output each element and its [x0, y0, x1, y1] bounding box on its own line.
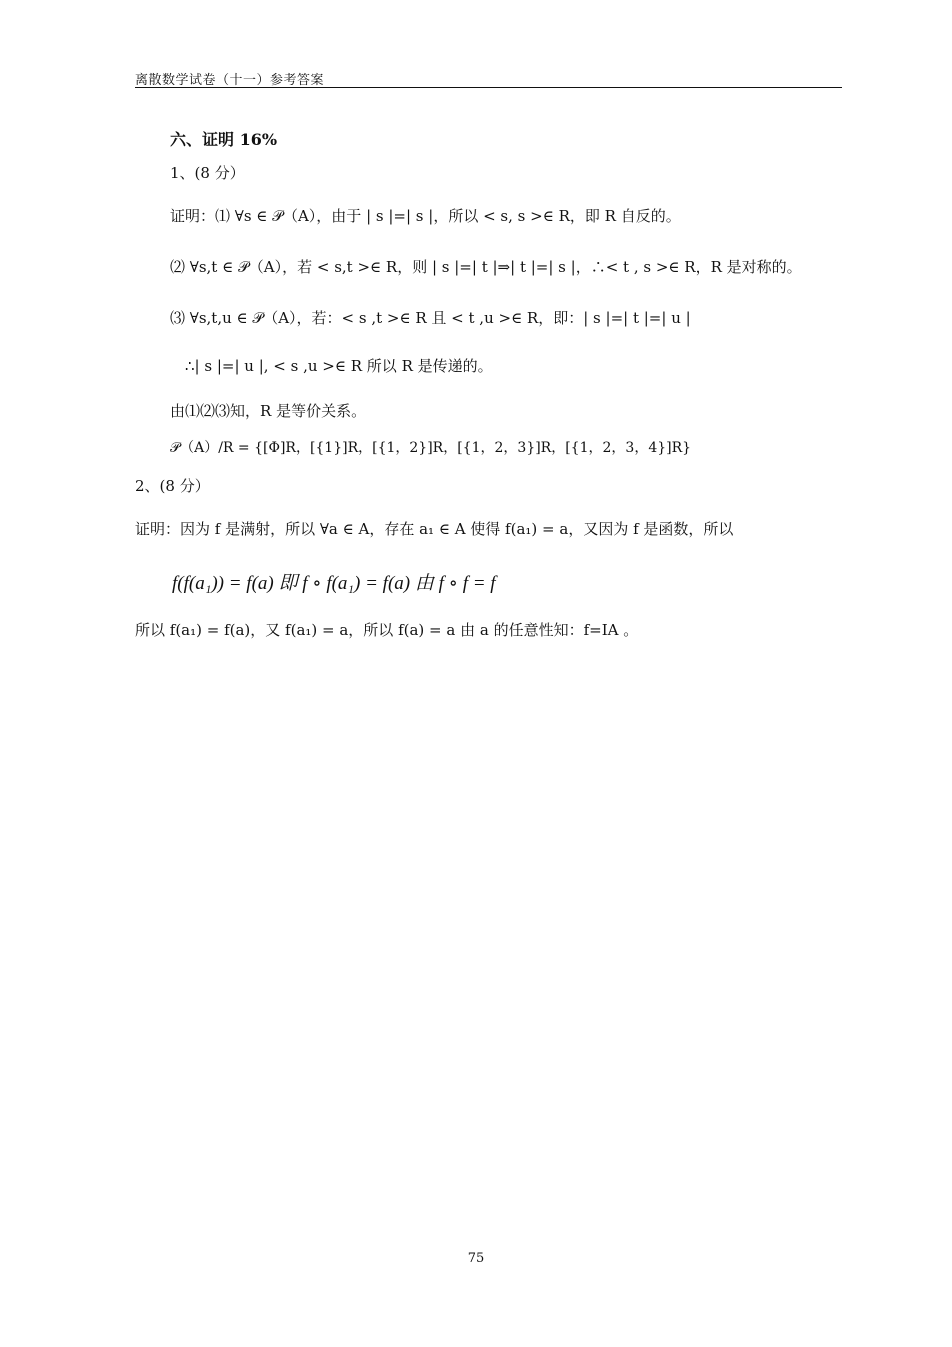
q2-proof-line-1: 证明：因为 f 是满射，所以 ∀a ∈ A，存在 a₁ ∈ A 使得 f(a₁) = a，又因为 f 是函数，所以	[135, 520, 734, 538]
header-rule	[135, 87, 842, 88]
q1-quotient-set: 𝒫（A）/R = {[Φ]R，[{1}]R，[{1，2}]R，[{1，2，3}]R，[{1，2，3，4}]R}	[170, 440, 692, 456]
section-heading: 六、证明 16%	[170, 130, 278, 149]
q1-proof-line-4: ∴| s |=| u |, < s ,u >∈ R 所以 R 是传递的。	[185, 357, 493, 375]
q1-conclusion: 由⑴⑵⑶知，R 是等价关系。	[170, 402, 367, 420]
q2-proof-line-2: f(f(a₁)) = f(a) 即 f ∘ f(a₁) = f(a) 由 f ∘ f = f	[172, 573, 496, 594]
page-header-title: 离散数学试卷（十一）参考答案	[135, 73, 325, 88]
q2-proof-line-3: 所以 f(a₁) = f(a)，又 f(a₁) = a，所以 f(a) = a 由 a 的任意性知：f=IA 。	[135, 621, 639, 639]
page-number: 75	[467, 1251, 485, 1266]
question-2-label: 2、(8 分）	[135, 477, 210, 495]
q1-proof-line-1: 证明：⑴ ∀s ∈ 𝒫（A），由于 | s |=| s |，所以 < s, s >∈ R，即 R 自反的。	[170, 207, 681, 225]
q1-proof-line-3: ⑶ ∀s,t,u ∈ 𝒫（A），若：< s ,t >∈ R 且 < t ,u >∈ R，即：| s |=| t |=| u |	[170, 309, 691, 327]
q1-proof-line-2: ⑵ ∀s,t ∈ 𝒫（A），若 < s,t >∈ R，则 | s |=| t |⇒| t |=| s |，∴< t , s >∈ R，R 是对称的。	[170, 258, 802, 276]
question-1-label: 1、(8 分）	[170, 164, 245, 182]
